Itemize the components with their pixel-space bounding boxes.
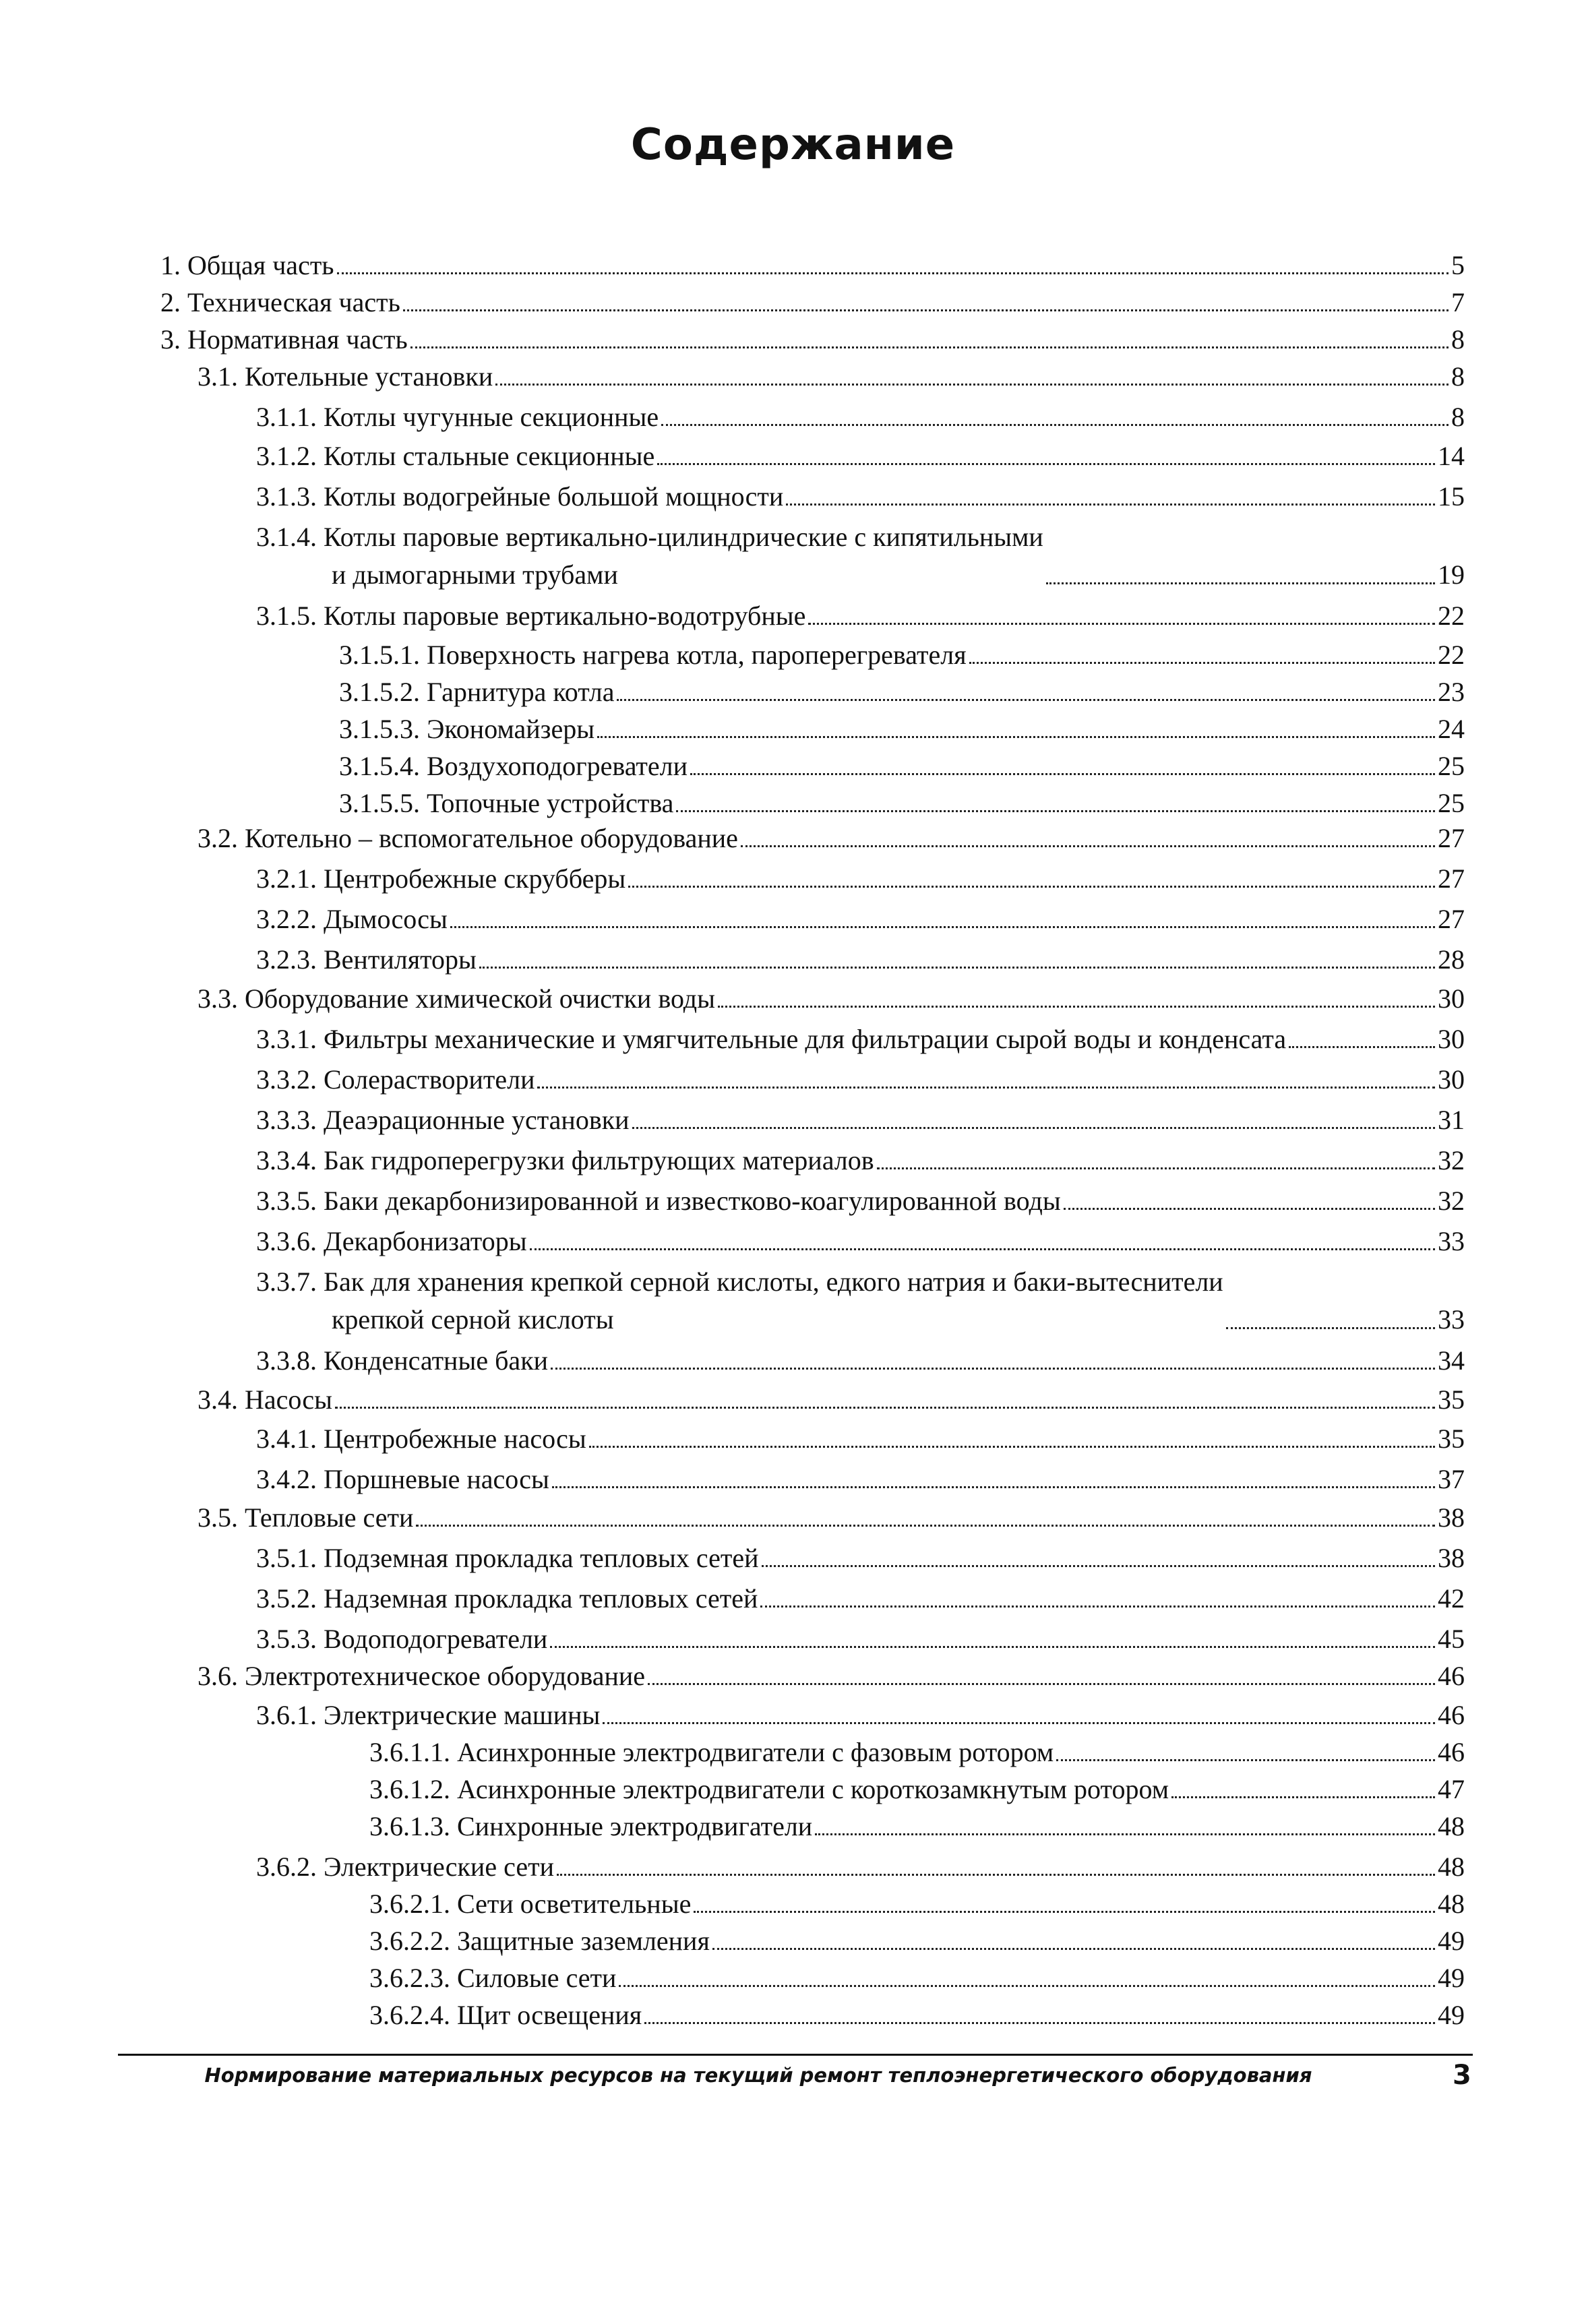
toc-entry-label bbox=[160, 286, 400, 319]
toc-entry-label bbox=[256, 1463, 549, 1496]
toc-entry bbox=[197, 822, 1465, 855]
toc-entry bbox=[339, 713, 1465, 745]
toc-entry-label bbox=[256, 1583, 758, 1615]
toc-entry-page: 8 bbox=[1451, 402, 1465, 432]
footer-divider bbox=[118, 2054, 1473, 2056]
toc-entry-text: 3.5.2. Надземная прокладка тепловых сетей bbox=[256, 1583, 758, 1614]
toc-entry bbox=[369, 1736, 1465, 1769]
toc-entry-text: 3.6.2.1. Сети осветительные bbox=[369, 1889, 692, 1919]
toc-entry bbox=[256, 1463, 1465, 1496]
toc-entry-label bbox=[256, 903, 448, 936]
toc-entry-text: 3.5.1. Подземная прокладка тепловых сетей bbox=[256, 1543, 759, 1573]
toc-entry-text: 3.3.2. Солерастворители bbox=[256, 1064, 535, 1095]
toc-entry-label bbox=[160, 324, 408, 356]
dot-leader bbox=[712, 1947, 1435, 1950]
toc-entry-page: 49 bbox=[1438, 1963, 1465, 1993]
toc-entry-text: 3.6.2. Электрические сети bbox=[256, 1852, 554, 1882]
toc-entry-page: 27 bbox=[1438, 863, 1465, 894]
toc-entry-text: 3.5.3. Водоподогреватели bbox=[256, 1624, 548, 1654]
toc-entry-label bbox=[256, 1185, 1061, 1217]
toc-entry-label bbox=[256, 1104, 630, 1136]
dot-leader bbox=[479, 966, 1435, 969]
page-title: Содержание bbox=[630, 120, 956, 170]
toc-entry-page: 38 bbox=[1438, 1502, 1465, 1533]
toc-entry-page: 28 bbox=[1438, 944, 1465, 975]
toc-entry-page: 48 bbox=[1438, 1852, 1465, 1882]
toc-entry-label bbox=[160, 249, 334, 282]
toc-entry-text-continued: и дымогарными трубами bbox=[332, 559, 618, 590]
toc-entry-page: 30 bbox=[1438, 1064, 1465, 1095]
toc-entry-text: 3.5. Тепловые сети bbox=[197, 1502, 414, 1533]
toc-entry-text: 3.3.3. Деаэрационные установки bbox=[256, 1105, 630, 1135]
toc-entry-text: 3.6.2.3. Силовые сети bbox=[369, 1963, 617, 1993]
dot-leader bbox=[741, 845, 1435, 847]
toc-entry-label bbox=[197, 1660, 645, 1692]
toc-entry-page: 32 bbox=[1438, 1186, 1465, 1216]
toc-entry-label bbox=[256, 1699, 600, 1732]
toc-entry-page: 49 bbox=[1438, 1926, 1465, 1956]
toc-entry-text-continued: крепкой серной кислоты bbox=[332, 1304, 614, 1335]
toc-entry-label bbox=[339, 676, 614, 708]
toc-entry-label bbox=[339, 713, 594, 745]
dot-leader bbox=[410, 346, 1448, 348]
toc-entry-page: 33 bbox=[1438, 1304, 1465, 1335]
toc-entry-page: 23 bbox=[1438, 677, 1465, 707]
dot-leader bbox=[694, 1910, 1435, 1913]
toc-entry-page: 15 bbox=[1438, 481, 1465, 512]
toc-entry-text: 3.6.2.2. Защитные заземления bbox=[369, 1926, 710, 1956]
dot-leader bbox=[537, 1086, 1435, 1089]
toc-entry-page: 35 bbox=[1438, 1384, 1465, 1415]
dot-leader bbox=[530, 1248, 1435, 1250]
toc-entry-page: 8 bbox=[1451, 324, 1465, 355]
dot-leader bbox=[552, 1486, 1435, 1488]
toc-entry-page: 45 bbox=[1438, 1624, 1465, 1654]
toc-entry-label bbox=[256, 863, 626, 895]
toc-entry bbox=[256, 1064, 1465, 1096]
toc-entry-page: 22 bbox=[1438, 640, 1465, 670]
toc-entry-page: 33 bbox=[1438, 1226, 1465, 1256]
toc-entry-label bbox=[256, 1225, 527, 1258]
toc-entry bbox=[369, 1962, 1465, 1994]
dot-leader bbox=[617, 698, 1435, 701]
dot-leader bbox=[815, 1833, 1435, 1835]
toc-entry-label bbox=[369, 1810, 812, 1843]
toc-entry-page: 46 bbox=[1438, 1737, 1465, 1767]
toc-entry bbox=[369, 1888, 1465, 1920]
toc-entry bbox=[256, 1185, 1465, 1217]
toc-entry bbox=[256, 600, 1465, 632]
toc-entry-text: 3.1.5.3. Экономайзеры bbox=[339, 714, 595, 744]
dot-leader bbox=[1171, 1796, 1435, 1798]
dot-leader bbox=[403, 309, 1448, 311]
toc-entry bbox=[160, 286, 1465, 319]
toc-entry-label bbox=[339, 787, 673, 820]
dot-leader bbox=[416, 1524, 1435, 1527]
toc-entry bbox=[369, 1810, 1465, 1843]
toc-entry-page: 25 bbox=[1438, 751, 1465, 781]
toc-entry-text: 3.1.5.1. Поверхность нагрева котла, пароперегревателя bbox=[339, 640, 967, 670]
toc-entry-page: 48 bbox=[1438, 1889, 1465, 1919]
toc-entry bbox=[339, 676, 1465, 708]
dot-leader bbox=[632, 1126, 1435, 1129]
toc-entry-page: 37 bbox=[1438, 1464, 1465, 1494]
toc-entry-page: 14 bbox=[1438, 441, 1465, 471]
toc-entry-label bbox=[256, 401, 659, 433]
toc-entry bbox=[256, 1623, 1465, 1655]
toc-entry-text: 3.3.6. Декарбонизаторы bbox=[256, 1226, 527, 1256]
toc-entry-text: 3.6.1.2. Асинхронные электродвигатели с короткозамкнутым ротором bbox=[369, 1774, 1169, 1804]
toc-entry-text: 2. Техническая часть bbox=[160, 287, 400, 317]
toc-entry bbox=[256, 944, 1465, 976]
toc-entry-text: 3.2.1. Центробежные скрубберы bbox=[256, 863, 626, 894]
toc-entry bbox=[256, 440, 1465, 472]
dot-leader bbox=[495, 383, 1448, 386]
toc-entry-text: 1. Общая часть bbox=[160, 250, 334, 280]
toc-entry bbox=[197, 1502, 1465, 1534]
toc-entry-text: 3.6.2.4. Щит освещения bbox=[369, 2000, 642, 2030]
toc-entry-text: 3.6.1. Электрические машины bbox=[256, 1700, 601, 1730]
toc-entry-label bbox=[197, 1384, 332, 1416]
toc-entry-text: 3.1.5.5. Топочные устройства bbox=[339, 788, 674, 818]
toc-entry-label bbox=[197, 983, 715, 1015]
toc-entry bbox=[256, 401, 1465, 433]
toc-entry-text: 3.1.4. Котлы паровые вертикально-цилиндрические с кипятильными bbox=[256, 522, 1043, 552]
toc-entry-text: 3.6.1.3. Синхронные электродвигатели bbox=[369, 1811, 813, 1841]
dot-leader bbox=[676, 809, 1435, 812]
dot-leader bbox=[450, 925, 1435, 928]
toc-entry bbox=[256, 1542, 1465, 1574]
toc-entry-page: 8 bbox=[1451, 361, 1465, 392]
toc-entry-label bbox=[256, 1345, 548, 1377]
toc-entry-page: 42 bbox=[1438, 1583, 1465, 1614]
toc-entry-label bbox=[256, 481, 783, 513]
toc-entry-label bbox=[369, 1888, 691, 1920]
toc-entry-text: 3. Нормативная часть bbox=[160, 324, 408, 355]
toc-entry-label bbox=[256, 944, 477, 976]
toc-entry-text: 3.3.8. Конденсатные баки bbox=[256, 1345, 549, 1376]
toc-entry-text: 3.3.4. Бак гидроперегрузки фильтрующих материалов bbox=[256, 1145, 874, 1175]
toc-entry-text: 3.6. Электротехническое оборудование bbox=[197, 1661, 646, 1691]
toc-entry-page: 31 bbox=[1438, 1105, 1465, 1135]
toc-entry-page: 5 bbox=[1451, 250, 1465, 280]
dot-leader bbox=[1046, 582, 1435, 584]
dot-leader bbox=[335, 1406, 1435, 1409]
toc-entry bbox=[256, 1699, 1465, 1732]
toc-entry bbox=[256, 1423, 1465, 1455]
toc-entry-text: 3.4. Насосы bbox=[197, 1384, 333, 1415]
toc-entry-label bbox=[256, 600, 805, 632]
toc-entry bbox=[197, 983, 1465, 1015]
dot-leader bbox=[808, 622, 1435, 625]
toc-entry-label bbox=[369, 1999, 642, 2031]
toc-entry bbox=[256, 863, 1465, 895]
toc-entry-page: 46 bbox=[1438, 1700, 1465, 1730]
toc-entry-text: 3.3. Оборудование химической очистки воды bbox=[197, 983, 716, 1014]
dot-leader bbox=[760, 1605, 1435, 1608]
toc-entry-text: 3.2.2. Дымососы bbox=[256, 904, 448, 934]
dot-leader bbox=[718, 1005, 1435, 1008]
toc-entry-page: 48 bbox=[1438, 1811, 1465, 1841]
dot-leader bbox=[1226, 1326, 1435, 1329]
dot-leader bbox=[619, 1984, 1435, 1987]
toc-entry-page: 46 bbox=[1438, 1661, 1465, 1691]
toc-entry-text: 3.2. Котельно – вспомогательное оборудование bbox=[197, 823, 738, 853]
toc-entry bbox=[197, 1660, 1465, 1692]
toc-entry-label bbox=[256, 1266, 1223, 1336]
dot-leader bbox=[657, 462, 1435, 465]
dot-leader bbox=[551, 1367, 1435, 1370]
toc-entry bbox=[256, 521, 1465, 591]
toc-entry-label bbox=[369, 1925, 710, 1957]
dot-leader bbox=[690, 772, 1435, 775]
toc-entry-page: 7 bbox=[1451, 287, 1465, 317]
toc-entry-text: 3.3.1. Фильтры механические и умягчительные для фильтрации сырой воды и конденсата bbox=[256, 1024, 1287, 1054]
toc-entry-label bbox=[197, 1502, 413, 1534]
toc-entry-label bbox=[197, 361, 493, 393]
toc-entry bbox=[256, 1583, 1465, 1615]
toc-entry-page: 27 bbox=[1438, 904, 1465, 934]
toc-entry-page: 25 bbox=[1438, 788, 1465, 818]
dot-leader bbox=[597, 735, 1435, 738]
toc-entry bbox=[256, 1023, 1465, 1056]
dot-leader bbox=[628, 885, 1435, 888]
footer-text: Нормирование материальных ресурсов на текущий ремонт теплоэнергетического оборудования bbox=[204, 2064, 1312, 2087]
toc-entry-label bbox=[256, 1851, 554, 1883]
dot-leader bbox=[762, 1564, 1436, 1567]
dot-leader bbox=[550, 1645, 1435, 1648]
toc-entry-label bbox=[339, 750, 688, 783]
toc-entry-page: 27 bbox=[1438, 823, 1465, 853]
dot-leader bbox=[644, 2021, 1435, 2024]
dot-leader bbox=[1289, 1045, 1435, 1048]
toc-entry bbox=[256, 1144, 1465, 1177]
toc-entry-text: 3.2.3. Вентиляторы bbox=[256, 944, 477, 975]
toc-entry bbox=[369, 1773, 1465, 1806]
toc-entry-text: 3.1. Котельные установки bbox=[197, 361, 493, 392]
toc-entry bbox=[256, 1345, 1465, 1377]
toc-entry-text: 3.4.2. Поршневые насосы bbox=[256, 1464, 549, 1494]
toc-entry-page: 24 bbox=[1438, 714, 1465, 744]
dot-leader bbox=[557, 1873, 1435, 1876]
toc-entry-page: 30 bbox=[1438, 983, 1465, 1014]
toc-entry-text: 3.1.1. Котлы чугунные секционные bbox=[256, 402, 659, 432]
toc-entry-page: 30 bbox=[1438, 1024, 1465, 1054]
toc-entry-text: 3.1.5. Котлы паровые вертикально-водотрубные bbox=[256, 601, 806, 631]
dot-leader bbox=[969, 661, 1435, 664]
toc-entry-page: 49 bbox=[1438, 2000, 1465, 2030]
toc-entry-label bbox=[256, 1064, 535, 1096]
toc-entry-page: 34 bbox=[1438, 1345, 1465, 1376]
toc-entry-label bbox=[369, 1962, 616, 1994]
toc-entry bbox=[339, 750, 1465, 783]
toc-entry-page: 32 bbox=[1438, 1145, 1465, 1175]
toc-entry bbox=[369, 1999, 1465, 2031]
toc-entry-label bbox=[256, 1623, 547, 1655]
toc-entry bbox=[160, 249, 1465, 282]
toc-entry bbox=[197, 1384, 1465, 1416]
toc-entry-page: 19 bbox=[1438, 559, 1465, 590]
dot-leader bbox=[337, 272, 1448, 274]
toc-entry-label bbox=[256, 1144, 874, 1177]
toc-entry-text: 3.3.7. Бак для хранения крепкой серной кислоты, едкого натрия и баки-вытеснители bbox=[256, 1266, 1223, 1297]
toc-entry bbox=[256, 1104, 1465, 1136]
dot-leader bbox=[589, 1445, 1435, 1448]
dot-leader bbox=[877, 1167, 1435, 1169]
toc-entry bbox=[339, 639, 1465, 671]
dot-leader bbox=[786, 503, 1435, 506]
dot-leader bbox=[1056, 1759, 1435, 1761]
toc-entry-label bbox=[369, 1773, 1169, 1806]
dot-leader bbox=[603, 1721, 1435, 1724]
toc-entry-label bbox=[256, 1423, 586, 1455]
toc-entry bbox=[197, 361, 1465, 393]
toc-entry bbox=[256, 1851, 1465, 1883]
dot-leader bbox=[1064, 1207, 1435, 1210]
toc-entry bbox=[256, 1225, 1465, 1258]
dot-leader bbox=[661, 423, 1448, 426]
toc-entry bbox=[256, 481, 1465, 513]
toc-entry-page: 22 bbox=[1438, 601, 1465, 631]
toc-entry-text: 3.6.1.1. Асинхронные электродвигатели с фазовым ротором bbox=[369, 1737, 1054, 1767]
toc-entry-label bbox=[256, 440, 654, 472]
toc-entry-label bbox=[256, 1023, 1286, 1056]
toc-entry bbox=[256, 1266, 1465, 1336]
toc-entry bbox=[339, 787, 1465, 820]
toc-entry-label bbox=[256, 1542, 759, 1574]
toc-entry-text: 3.4.1. Центробежные насосы bbox=[256, 1424, 586, 1454]
toc-entry-page: 35 bbox=[1438, 1424, 1465, 1454]
toc-entry-label bbox=[256, 521, 1043, 591]
dot-leader bbox=[648, 1682, 1435, 1685]
toc-entry-page: 38 bbox=[1438, 1543, 1465, 1573]
toc-entry-text: 3.1.2. Котлы стальные секционные bbox=[256, 441, 655, 471]
toc-entry-text: 3.1.3. Котлы водогрейные большой мощности bbox=[256, 481, 784, 512]
page-number: 3 bbox=[1453, 2060, 1471, 2091]
toc-entry-label bbox=[369, 1736, 1054, 1769]
toc-entry bbox=[160, 324, 1465, 356]
toc-entry-text: 3.3.5. Баки декарбонизированной и известково-коагулированной воды bbox=[256, 1186, 1061, 1216]
toc-entry-page: 47 bbox=[1438, 1774, 1465, 1804]
toc-entry-label bbox=[197, 822, 738, 855]
toc-entry-text: 3.1.5.4. Воздухоподогреватели bbox=[339, 751, 688, 781]
toc-entry-text: 3.1.5.2. Гарнитура котла bbox=[339, 677, 615, 707]
toc-entry bbox=[369, 1925, 1465, 1957]
toc-entry bbox=[256, 903, 1465, 936]
toc-entry-label bbox=[339, 639, 967, 671]
